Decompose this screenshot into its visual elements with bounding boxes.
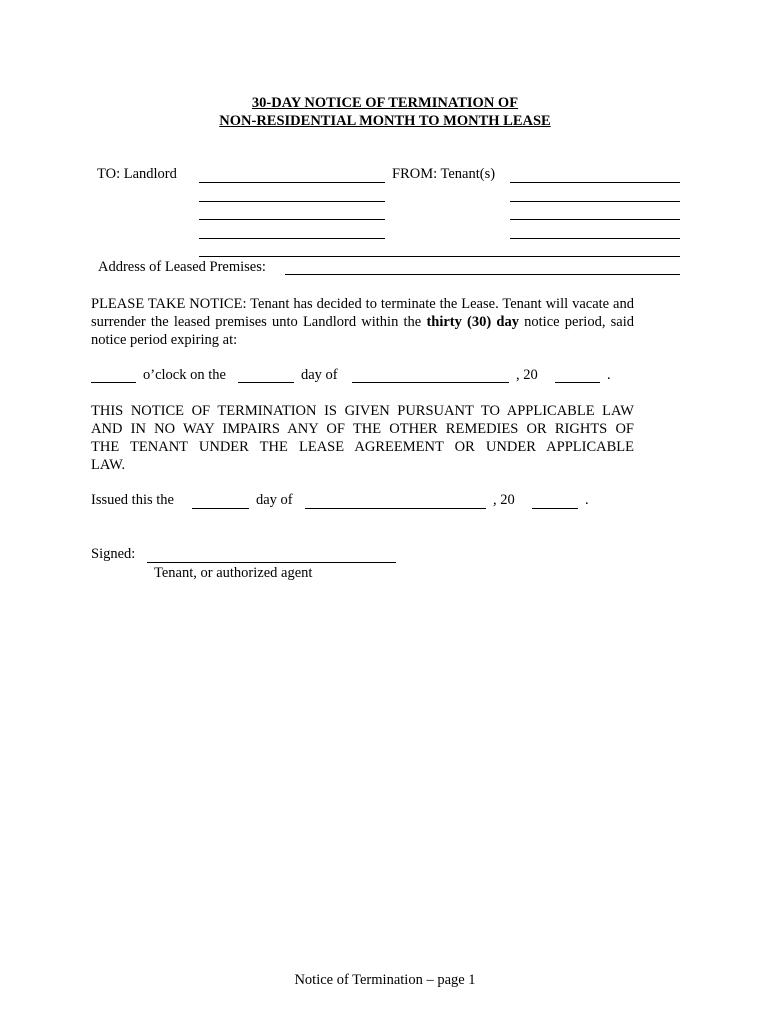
document-title-line-1: 30-DAY NOTICE OF TERMINATION OF: [251, 95, 519, 111]
parties-extra-line[interactable]: [199, 256, 680, 257]
notice-paragraph: [91, 295, 634, 349]
legal-statement-line-4: LAW.: [91, 457, 126, 473]
landlord-name-line-4[interactable]: [199, 238, 385, 239]
expiry-oclock-label: o’clock on the: [143, 367, 226, 383]
landlord-name-line-3[interactable]: [199, 219, 385, 220]
notice-period-bold: thirty (30) day: [426, 314, 519, 330]
expiry-hour-line[interactable]: [91, 382, 136, 383]
issued-period: .: [585, 492, 589, 508]
expiry-day-line[interactable]: [238, 382, 294, 383]
issued-month-line[interactable]: [305, 508, 486, 509]
issued-day-of-label: day of: [256, 492, 293, 508]
expiry-day-of-label: day of: [301, 367, 338, 383]
expiry-year-line[interactable]: [555, 382, 600, 383]
page-footer: Notice of Termination – page 1: [294, 972, 476, 988]
signed-label: Signed:: [91, 546, 136, 562]
expiry-period: .: [607, 367, 611, 383]
address-label: Address of Leased Premises:: [98, 259, 266, 275]
from-tenant-label: FROM: Tenant(s): [392, 166, 496, 182]
to-landlord-label: TO: Landlord: [97, 166, 177, 182]
notice-intro: PLEASE TAKE NOTICE: Tenant has decided to terminate the Lease. Tenant will vacate and surrender the leased premises unto Landlord within the: [91, 296, 634, 330]
issued-label: Issued this the: [91, 492, 174, 508]
legal-statement-line-1: THIS NOTICE OF TERMINATION IS GIVEN PURSUANT TO APPLICABLE LAW: [91, 403, 634, 419]
tenant-name-line-2[interactable]: [510, 201, 680, 202]
landlord-name-line-1[interactable]: [199, 182, 385, 183]
signature-caption: Tenant, or authorized agent: [154, 565, 313, 581]
legal-statement-line-2: AND IN NO WAY IMPAIRS ANY OF THE OTHER REMEDIES OR RIGHTS OF: [91, 421, 634, 437]
expiry-month-line[interactable]: [352, 382, 509, 383]
legal-statement-line-3: THE TENANT UNDER THE LEASE AGREEMENT OR UNDER APPLICABLE: [91, 439, 634, 455]
signature-line[interactable]: [147, 562, 396, 563]
tenant-name-line-1[interactable]: [510, 182, 680, 183]
issued-year-line[interactable]: [532, 508, 578, 509]
notice-tail: notice period, said notice period expiring at:: [91, 314, 634, 348]
address-line[interactable]: [285, 274, 680, 275]
issued-day-line[interactable]: [192, 508, 249, 509]
document-title-line-2: NON-RESIDENTIAL MONTH TO MONTH LEASE: [219, 113, 551, 129]
expiry-year-prefix: , 20: [516, 367, 538, 383]
tenant-name-line-4[interactable]: [510, 238, 680, 239]
landlord-name-line-2[interactable]: [199, 201, 385, 202]
issued-year-prefix: , 20: [493, 492, 515, 508]
tenant-name-line-3[interactable]: [510, 219, 680, 220]
